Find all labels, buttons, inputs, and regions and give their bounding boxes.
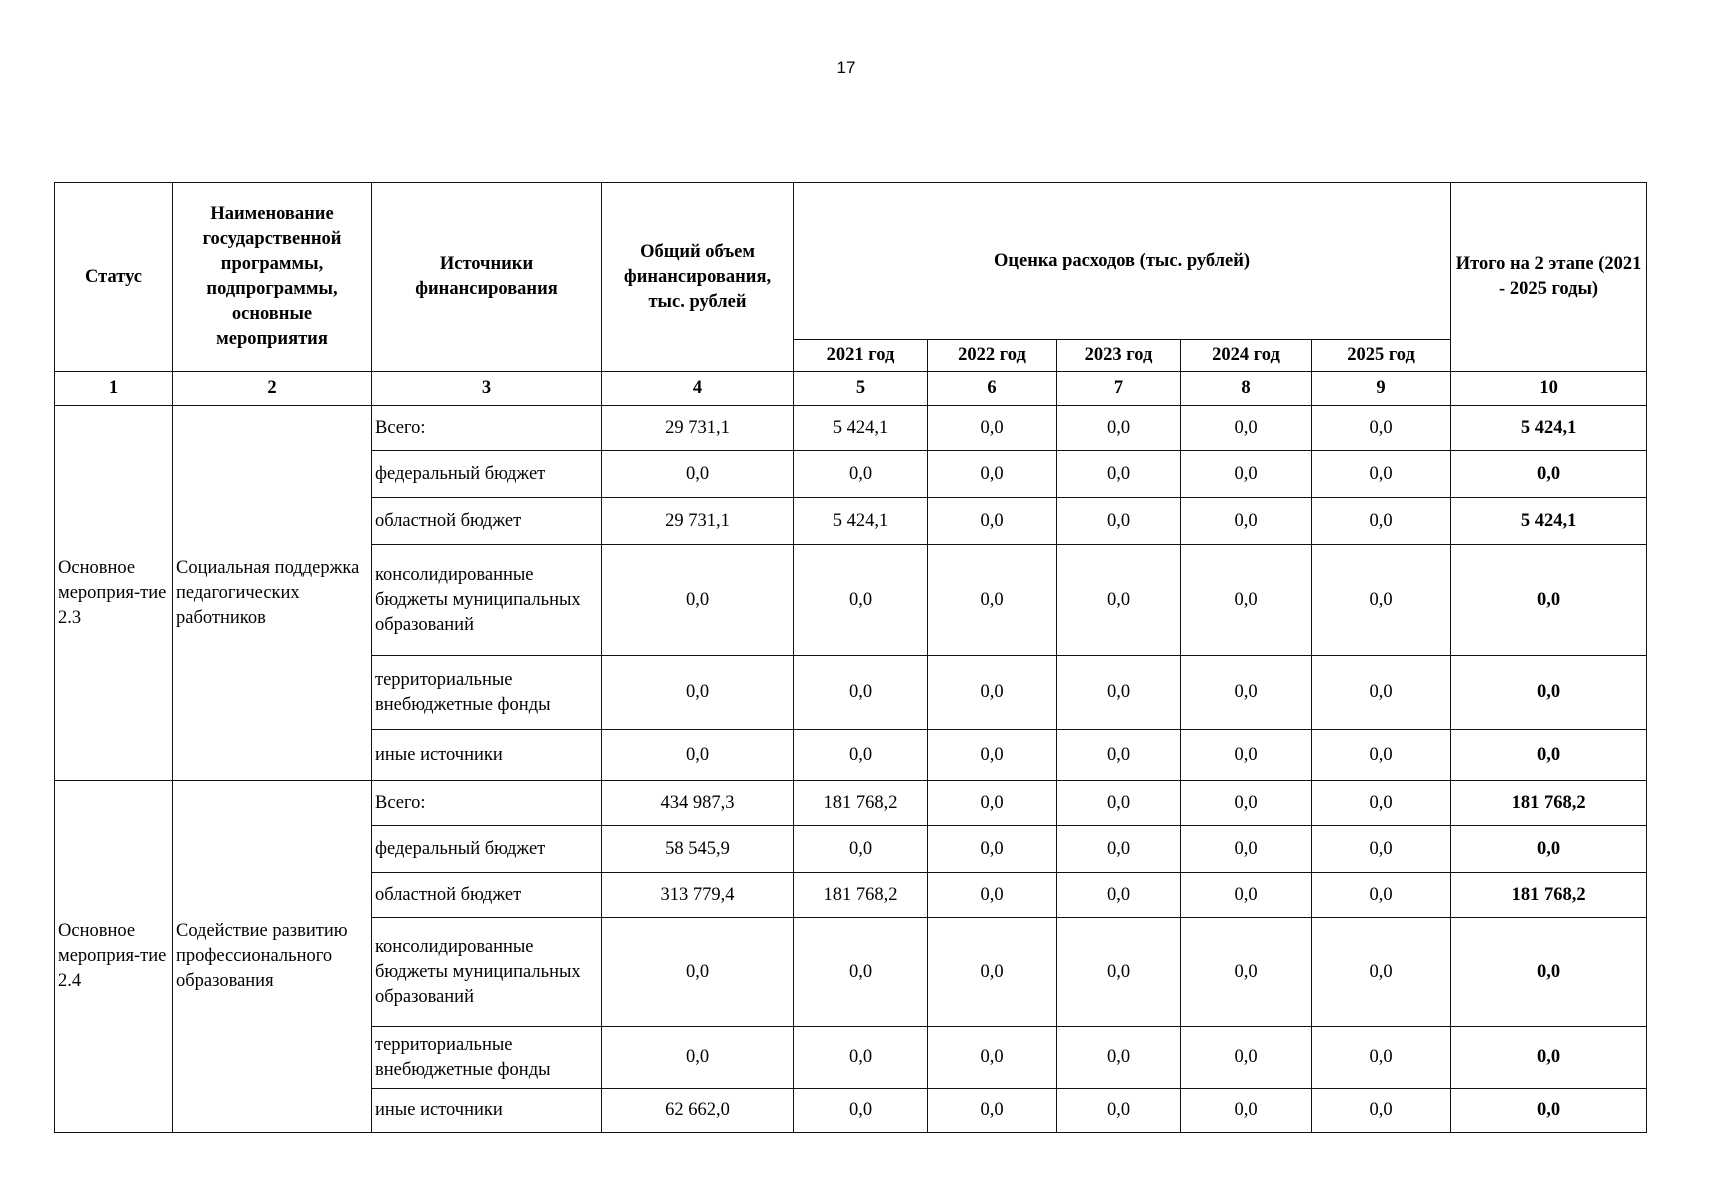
- year-2023-cell: 0,0: [1057, 545, 1181, 656]
- column-number: 1: [55, 372, 173, 406]
- total-volume-cell: 29 731,1: [602, 406, 794, 451]
- source-cell: Всего:: [372, 406, 602, 451]
- table-row: [55, 781, 1647, 826]
- source-cell: областной бюджет: [372, 873, 602, 918]
- year-2025-cell: 0,0: [1312, 1089, 1451, 1133]
- source-cell: Всего:: [372, 781, 602, 826]
- year-2023-cell: 0,0: [1057, 656, 1181, 730]
- year-2024-cell: 0,0: [1181, 451, 1312, 498]
- total-volume-cell: 0,0: [602, 918, 794, 1027]
- year-2023-cell: 0,0: [1057, 451, 1181, 498]
- year-2023-cell: 0,0: [1057, 498, 1181, 545]
- stage-total-cell: 5 424,1: [1451, 406, 1647, 451]
- year-2025-cell: 0,0: [1312, 406, 1451, 451]
- year-2025-cell: 0,0: [1312, 656, 1451, 730]
- stage-total-cell: 0,0: [1451, 545, 1647, 656]
- total-volume-cell: 62 662,0: [602, 1089, 794, 1133]
- total-volume-cell: 58 545,9: [602, 826, 794, 873]
- column-number: 6: [928, 372, 1057, 406]
- column-number: 7: [1057, 372, 1181, 406]
- year-2025-cell: 0,0: [1312, 918, 1451, 1027]
- column-number: 4: [602, 372, 794, 406]
- program-cell: Содействие развитию профессионального образования: [173, 781, 372, 1133]
- table-row: [55, 406, 1647, 451]
- source-cell: федеральный бюджет: [372, 826, 602, 873]
- year-2022-cell: 0,0: [928, 498, 1057, 545]
- year-2021-cell: 181 768,2: [794, 781, 928, 826]
- header-sources: Источники финансирования: [372, 183, 602, 372]
- stage-total-cell: 181 768,2: [1451, 781, 1647, 826]
- column-number: 9: [1312, 372, 1451, 406]
- year-2023-cell: 0,0: [1057, 730, 1181, 781]
- year-2024-cell: 0,0: [1181, 498, 1312, 545]
- year-2022-cell: 0,0: [928, 730, 1057, 781]
- financing-table: [54, 182, 1647, 1133]
- total-volume-cell: 434 987,3: [602, 781, 794, 826]
- header-program: Наименование государственной программы, подпрограммы, основные мероприятия: [173, 183, 372, 372]
- header-year: 2023 год: [1057, 340, 1181, 372]
- header-total-volume: Общий объем финансирования, тыс. рублей: [602, 183, 794, 372]
- stage-total-cell: 0,0: [1451, 451, 1647, 498]
- year-2022-cell: 0,0: [928, 873, 1057, 918]
- source-cell: территориальные внебюджетные фонды: [372, 656, 602, 730]
- total-volume-cell: 0,0: [602, 545, 794, 656]
- year-2024-cell: 0,0: [1181, 873, 1312, 918]
- total-volume-cell: 0,0: [602, 451, 794, 498]
- year-2023-cell: 0,0: [1057, 1027, 1181, 1089]
- year-2025-cell: 0,0: [1312, 873, 1451, 918]
- header-status: Статус: [55, 183, 173, 372]
- source-cell: федеральный бюджет: [372, 451, 602, 498]
- year-2024-cell: 0,0: [1181, 545, 1312, 656]
- stage-total-cell: 5 424,1: [1451, 498, 1647, 545]
- year-2022-cell: 0,0: [928, 826, 1057, 873]
- header-year: 2022 год: [928, 340, 1057, 372]
- year-2025-cell: 0,0: [1312, 498, 1451, 545]
- year-2022-cell: 0,0: [928, 545, 1057, 656]
- total-volume-cell: 0,0: [602, 1027, 794, 1089]
- stage-total-cell: 0,0: [1451, 1027, 1647, 1089]
- year-2022-cell: 0,0: [928, 656, 1057, 730]
- year-2021-cell: 181 768,2: [794, 873, 928, 918]
- column-number-row: [55, 372, 1647, 406]
- year-2024-cell: 0,0: [1181, 730, 1312, 781]
- stage-total-cell: 0,0: [1451, 730, 1647, 781]
- year-2025-cell: 0,0: [1312, 781, 1451, 826]
- year-2021-cell: 5 424,1: [794, 406, 928, 451]
- total-volume-cell: 0,0: [602, 656, 794, 730]
- year-2023-cell: 0,0: [1057, 1089, 1181, 1133]
- column-number: 10: [1451, 372, 1647, 406]
- status-cell: Основное мероприя-тие 2.4: [55, 781, 173, 1133]
- year-2023-cell: 0,0: [1057, 406, 1181, 451]
- stage-total-cell: 0,0: [1451, 656, 1647, 730]
- year-2022-cell: 0,0: [928, 781, 1057, 826]
- header-estimate: Оценка расходов (тыс. рублей): [794, 183, 1451, 340]
- header-year: 2025 год: [1312, 340, 1451, 372]
- year-2021-cell: 5 424,1: [794, 498, 928, 545]
- year-2022-cell: 0,0: [928, 918, 1057, 1027]
- source-cell: областной бюджет: [372, 498, 602, 545]
- year-2021-cell: 0,0: [794, 451, 928, 498]
- year-2024-cell: 0,0: [1181, 1027, 1312, 1089]
- total-volume-cell: 29 731,1: [602, 498, 794, 545]
- stage-total-cell: 0,0: [1451, 918, 1647, 1027]
- column-number: 5: [794, 372, 928, 406]
- year-2022-cell: 0,0: [928, 1027, 1057, 1089]
- program-cell: Социальная поддержка педагогических работников: [173, 406, 372, 781]
- year-2023-cell: 0,0: [1057, 918, 1181, 1027]
- header-stage-total: Итого на 2 этапе (2021 - 2025 годы): [1451, 183, 1647, 372]
- year-2021-cell: 0,0: [794, 730, 928, 781]
- column-number: 2: [173, 372, 372, 406]
- source-cell: иные источники: [372, 1089, 602, 1133]
- year-2022-cell: 0,0: [928, 406, 1057, 451]
- year-2024-cell: 0,0: [1181, 918, 1312, 1027]
- column-number: 3: [372, 372, 602, 406]
- year-2021-cell: 0,0: [794, 656, 928, 730]
- year-2024-cell: 0,0: [1181, 656, 1312, 730]
- source-cell: консолидированные бюджеты муниципальных образований: [372, 918, 602, 1027]
- page-number: 17: [836, 58, 856, 77]
- stage-total-cell: 0,0: [1451, 826, 1647, 873]
- year-2025-cell: 0,0: [1312, 545, 1451, 656]
- stage-total-cell: 0,0: [1451, 1089, 1647, 1133]
- year-2021-cell: 0,0: [794, 918, 928, 1027]
- column-number: 8: [1181, 372, 1312, 406]
- year-2021-cell: 0,0: [794, 1027, 928, 1089]
- year-2023-cell: 0,0: [1057, 873, 1181, 918]
- stage-total-cell: 181 768,2: [1451, 873, 1647, 918]
- source-cell: иные источники: [372, 730, 602, 781]
- year-2024-cell: 0,0: [1181, 406, 1312, 451]
- year-2021-cell: 0,0: [794, 826, 928, 873]
- year-2024-cell: 0,0: [1181, 781, 1312, 826]
- year-2022-cell: 0,0: [928, 451, 1057, 498]
- year-2024-cell: 0,0: [1181, 1089, 1312, 1133]
- header-year: 2021 год: [794, 340, 928, 372]
- year-2025-cell: 0,0: [1312, 1027, 1451, 1089]
- year-2022-cell: 0,0: [928, 1089, 1057, 1133]
- year-2024-cell: 0,0: [1181, 826, 1312, 873]
- status-cell: Основное мероприя-тие 2.3: [55, 406, 173, 781]
- year-2025-cell: 0,0: [1312, 451, 1451, 498]
- source-cell: консолидированные бюджеты муниципальных образований: [372, 545, 602, 656]
- year-2023-cell: 0,0: [1057, 781, 1181, 826]
- source-cell: территориальные внебюджетные фонды: [372, 1027, 602, 1089]
- year-2023-cell: 0,0: [1057, 826, 1181, 873]
- year-2021-cell: 0,0: [794, 1089, 928, 1133]
- year-2021-cell: 0,0: [794, 545, 928, 656]
- year-2025-cell: 0,0: [1312, 826, 1451, 873]
- year-2025-cell: 0,0: [1312, 730, 1451, 781]
- header-year: 2024 год: [1181, 340, 1312, 372]
- total-volume-cell: 313 779,4: [602, 873, 794, 918]
- total-volume-cell: 0,0: [602, 730, 794, 781]
